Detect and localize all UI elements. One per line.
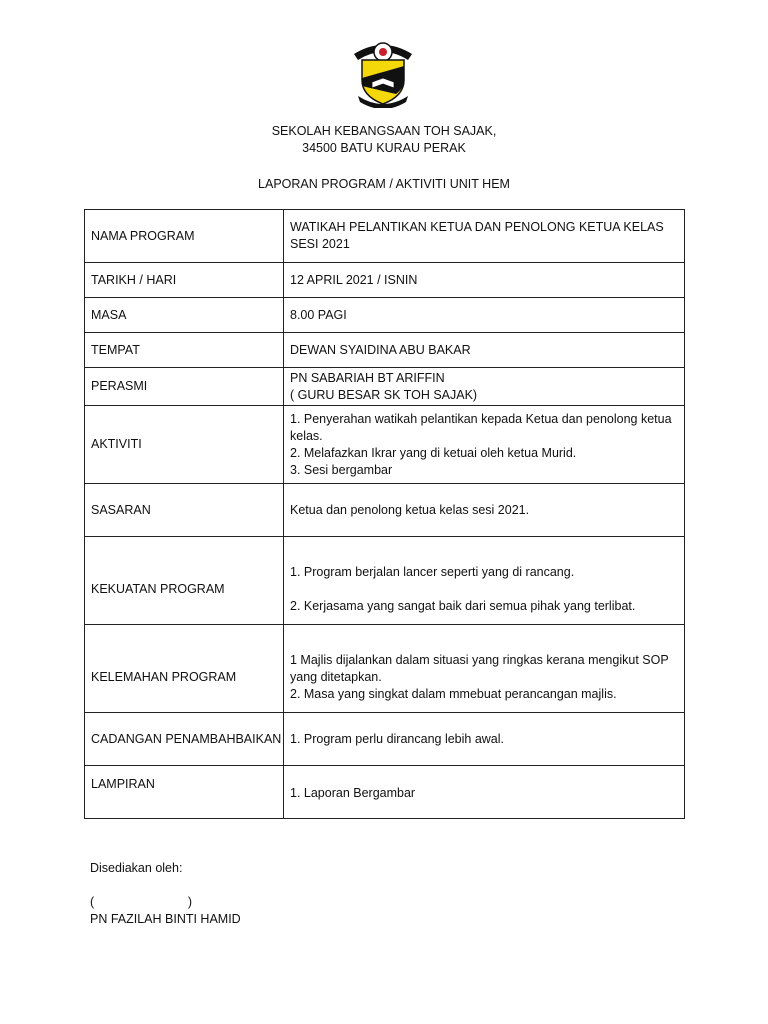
- kelemahan-line3: 2. Masa yang singkat dalam mmebuat perancangan majlis.: [290, 686, 617, 701]
- label-tarikh: TARIKH / HARI: [85, 263, 284, 298]
- label-tempat: TEMPAT: [85, 333, 284, 368]
- perasmi-line1: PN SABARIAH BT ARIFFIN: [290, 370, 445, 385]
- prepared-by-label: Disediakan oleh:: [90, 861, 183, 875]
- value-kekuatan: [284, 537, 685, 625]
- aktiviti-line3: 2. Melafazkan Ikrar yang di ketuai oleh ketua Murid.: [290, 445, 577, 460]
- row-tarikh: [85, 263, 685, 298]
- row-perasmi: [85, 368, 685, 406]
- row-masa: [85, 298, 685, 333]
- aktiviti-line4: 3. Sesi bergambar: [290, 462, 393, 477]
- value-aktiviti: [284, 406, 685, 484]
- kekuatan-line1: 1. Program berjalan lancer seperti yang di rancang.: [290, 565, 575, 579]
- value-cadangan: 1. Program perlu dirancang lebih awal.: [284, 713, 685, 766]
- row-lampiran: [85, 766, 685, 819]
- row-tempat: [85, 333, 685, 368]
- label-cadangan: CADANGAN PENAMBAHBAIKAN: [85, 713, 284, 766]
- row-nama-program: [85, 210, 685, 263]
- school-crest-logo: [350, 38, 416, 108]
- kekuatan-spacer: [290, 581, 684, 598]
- report-title: LAPORAN PROGRAM / AKTIVITI UNIT HEM: [258, 177, 510, 191]
- label-aktiviti: AKTIVITI: [85, 406, 284, 484]
- label-masa: MASA: [85, 298, 284, 333]
- kekuatan-line2: 2. Kerjasama yang sangat baik dari semua pihak yang terlibat.: [290, 599, 636, 613]
- value-kelemahan: [284, 625, 685, 713]
- report-table: [84, 209, 685, 819]
- value-nama-program: [284, 210, 685, 263]
- row-sasaran: [85, 484, 685, 537]
- aktiviti-line2: kelas.: [290, 428, 323, 443]
- preparer-name: PN FAZILAH BINTI HAMID: [90, 912, 241, 926]
- value-perasmi: [284, 368, 685, 406]
- row-aktiviti: [85, 406, 685, 484]
- row-cadangan: [85, 713, 685, 766]
- aktiviti-line1: 1. Penyerahan watikah pelantikan kepada Ketua dan penolong ketua: [290, 411, 672, 426]
- label-sasaran: SASARAN: [85, 484, 284, 537]
- row-kelemahan: [85, 625, 685, 713]
- value-tarikh: 12 APRIL 2021 / ISNIN: [284, 263, 685, 298]
- label-perasmi: PERASMI: [85, 368, 284, 406]
- value-masa: 8.00 PAGI: [284, 298, 685, 333]
- nama-program-line2: SESI 2021: [290, 237, 350, 251]
- signature-bracket: ( ): [90, 895, 193, 909]
- kelemahan-line1: 1 Majlis dijalankan dalam situasi yang ringkas kerana mengikut SOP: [290, 652, 669, 667]
- value-lampiran: 1. Laporan Bergambar: [284, 766, 685, 819]
- perasmi-line2: ( GURU BESAR SK TOH SAJAK): [290, 387, 478, 402]
- value-tempat: DEWAN SYAIDINA ABU BAKAR: [284, 333, 685, 368]
- nama-program-line1: WATIKAH PELANTIKAN KETUA DAN PENOLONG KETUA KELAS: [290, 220, 664, 234]
- value-sasaran: Ketua dan penolong ketua kelas sesi 2021.: [284, 484, 685, 537]
- label-kekuatan: KEKUATAN PROGRAM: [85, 537, 284, 625]
- school-address: 34500 BATU KURAU PERAK: [302, 141, 466, 155]
- label-nama-program: NAMA PROGRAM: [85, 210, 284, 263]
- label-lampiran: LAMPIRAN: [85, 766, 284, 819]
- school-name: SEKOLAH KEBANGSAAN TOH SAJAK,: [271, 124, 497, 138]
- label-kelemahan: KELEMAHAN PROGRAM: [85, 625, 284, 713]
- kelemahan-line2: yang ditetapkan.: [290, 669, 382, 684]
- row-kekuatan: [85, 537, 685, 625]
